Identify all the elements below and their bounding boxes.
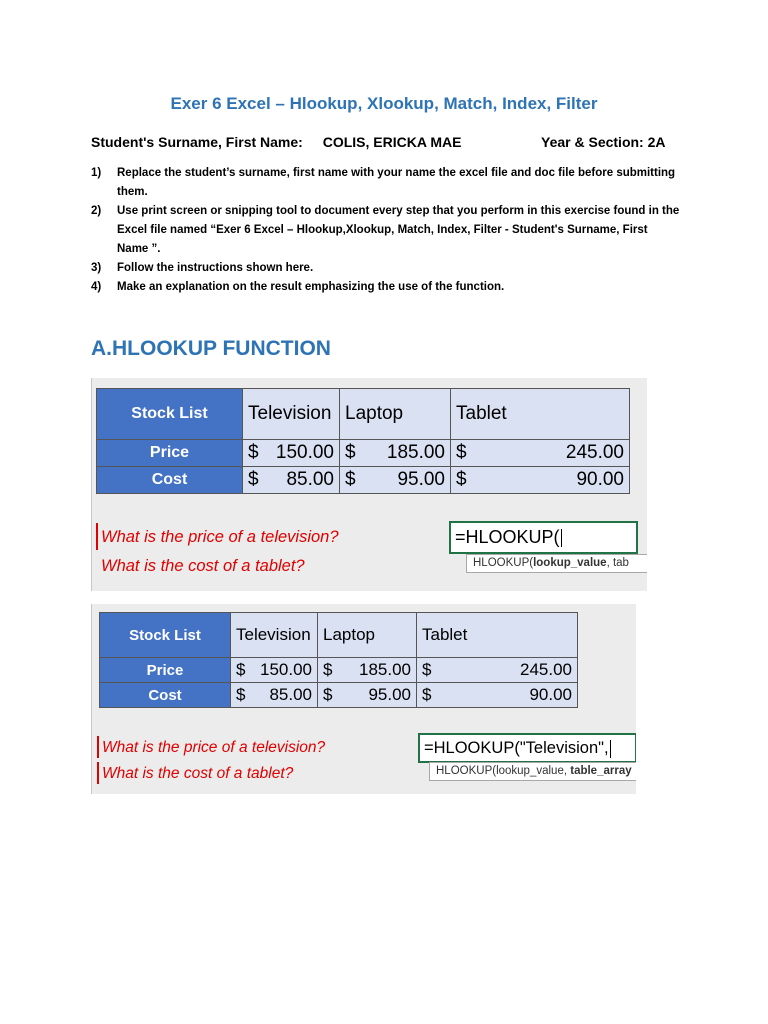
column-header-cell[interactable]: Laptop <box>340 389 451 440</box>
row-label-cell[interactable]: Cost <box>100 683 231 708</box>
function-tooltip: HLOOKUP(lookup_value, tab <box>466 554 647 573</box>
table-header-row <box>100 613 578 658</box>
stock-list-header[interactable]: Stock List <box>100 613 231 658</box>
row-label-cell[interactable]: Cost <box>97 467 243 494</box>
value-cell[interactable]: $ 245.00 <box>417 658 578 683</box>
formula-cell[interactable]: =HLOOKUP( <box>449 521 638 554</box>
value-cell[interactable]: $ 150.00 <box>243 440 340 467</box>
question-price: What is the price of a television? <box>101 528 339 546</box>
value-cell[interactable]: $ 95.00 <box>340 467 451 494</box>
value-cell[interactable]: $ 245.00 <box>451 440 630 467</box>
stock-list-table <box>99 612 578 708</box>
cell-marker <box>97 762 99 784</box>
question-cost: What is the cost of a tablet? <box>102 765 294 782</box>
function-tooltip: HLOOKUP(lookup_value, table_array <box>429 762 636 781</box>
document-title: Exer 6 Excel – Hlookup, Xlookup, Match, Index, Filter <box>170 94 598 113</box>
value-cell[interactable]: $ 185.00 <box>340 440 451 467</box>
instruction-text: Replace the student’s surname, first name with your name the excel file and doc file before submitting them. <box>117 167 676 198</box>
instruction-text: Follow the instructions shown here. <box>117 262 314 274</box>
table-row <box>100 658 578 683</box>
instruction-text: Make an explanation on the result emphasizing the use of the function. <box>117 281 505 293</box>
row-label-cell[interactable]: Price <box>97 440 243 467</box>
excel-screenshot-1 <box>91 378 647 591</box>
question-cost: What is the cost of a tablet? <box>101 557 305 575</box>
student-name-value: COLIS, ERICKA MAE <box>322 134 462 150</box>
instruction-number: 3) <box>91 262 102 274</box>
instruction-item <box>91 164 681 202</box>
instruction-text: Use print screen or snipping tool to document every step that you perform in this exercise found in the Excel file named “Exer 6 Excel – Hlookup,Xlookup, Match, Index, Filter - Student's Surname, First Name ”. <box>117 205 680 255</box>
instruction-number: 2) <box>91 205 102 217</box>
stock-list-header[interactable]: Stock List <box>97 389 243 440</box>
column-header-cell[interactable]: Television <box>243 389 340 440</box>
instructions-list <box>91 164 681 297</box>
row-label-cell[interactable]: Price <box>100 658 231 683</box>
column-header-cell[interactable]: Tablet <box>417 613 578 658</box>
instruction-item <box>91 278 681 297</box>
value-cell[interactable]: $ 90.00 <box>451 467 630 494</box>
column-header-cell[interactable]: Television <box>231 613 318 658</box>
table-header-row <box>97 389 630 440</box>
value-cell[interactable]: $ 85.00 <box>231 683 318 708</box>
question-price: What is the price of a television? <box>102 739 326 756</box>
cell-marker <box>97 736 99 758</box>
text-cursor <box>561 529 562 547</box>
table-row <box>100 683 578 708</box>
instruction-number: 1) <box>91 167 102 179</box>
column-header-cell[interactable]: Tablet <box>451 389 630 440</box>
student-name-line <box>91 134 461 150</box>
cell-marker <box>96 523 98 550</box>
instruction-item <box>91 259 681 278</box>
value-cell[interactable]: $ 85.00 <box>243 467 340 494</box>
table-row <box>97 440 630 467</box>
student-name-label: Student's Surname, First Name: <box>91 134 303 150</box>
excel-screenshot-2 <box>91 604 636 794</box>
column-header-cell[interactable]: Laptop <box>318 613 417 658</box>
gridline <box>91 378 92 591</box>
year-section: Year & Section: 2A <box>541 134 666 150</box>
value-cell[interactable]: $ 90.00 <box>417 683 578 708</box>
value-cell[interactable]: $ 185.00 <box>318 658 417 683</box>
stock-list-table <box>96 388 630 494</box>
table-row <box>97 467 630 494</box>
value-cell[interactable]: $ 150.00 <box>231 658 318 683</box>
instruction-item <box>91 202 681 259</box>
section-heading: A.HLOOKUP FUNCTION <box>91 337 331 360</box>
value-cell[interactable]: $ 95.00 <box>318 683 417 708</box>
gridline <box>91 604 92 794</box>
text-cursor <box>610 740 611 758</box>
formula-cell[interactable]: =HLOOKUP("Television", <box>418 733 636 763</box>
instruction-number: 4) <box>91 281 102 293</box>
